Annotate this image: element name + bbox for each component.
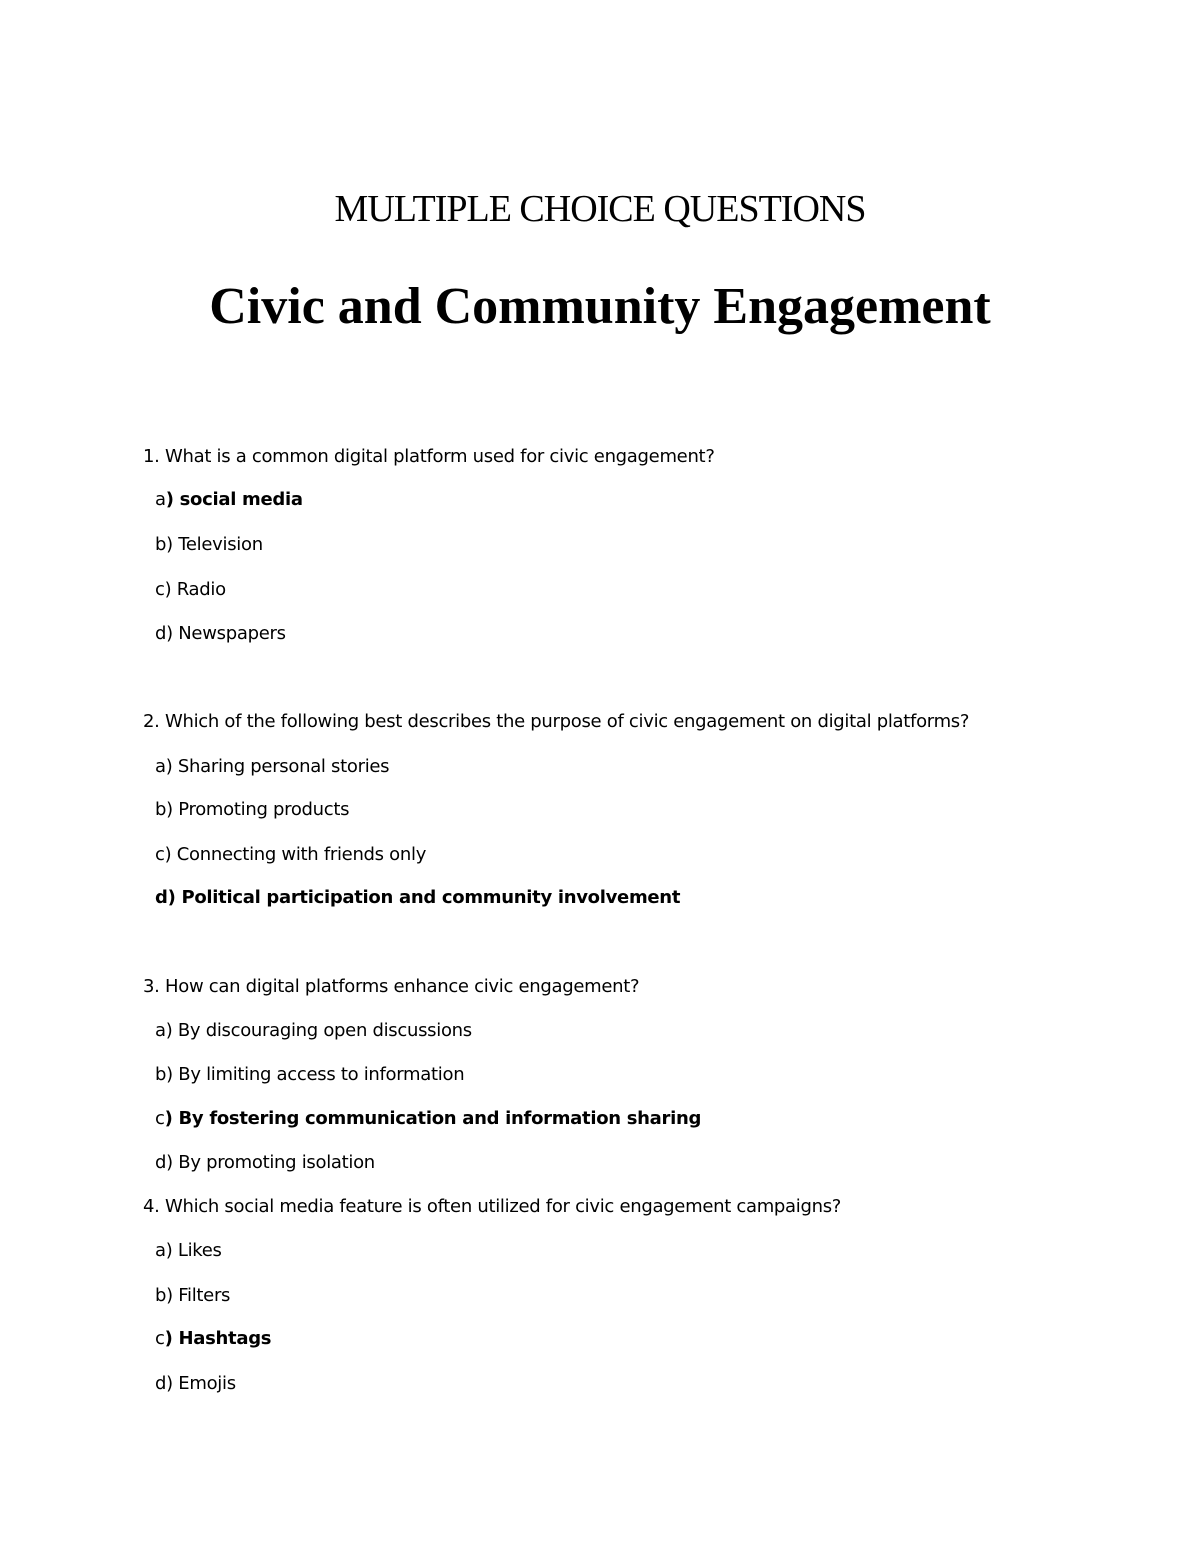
question-1-option-b: b) Television [155, 534, 263, 555]
question-4-option-c [155, 1327, 271, 1351]
question-1-option-c: c) Radio [155, 579, 226, 600]
question-2-option-a: a) Sharing personal stories [155, 756, 390, 777]
question-3-option-c [155, 1107, 701, 1131]
correct-answer: ) By fostering communication and information sharing [164, 1108, 702, 1129]
document-subtitle: Civic and Community Engagement [209, 278, 991, 335]
question-4: 4. Which social media feature is often utilized for civic engagement campaigns? [143, 1196, 842, 1217]
question-1-option-d: d) Newspapers [155, 623, 286, 644]
question-2-option-b: b) Promoting products [155, 799, 350, 820]
question-4-option-a: a) Likes [155, 1240, 222, 1261]
correct-answer: ) social media [165, 489, 303, 510]
option-prefix: c [155, 1328, 165, 1349]
question-3-option-a: a) By discouraging open discussions [155, 1020, 472, 1041]
question-2-option-c: c) Connecting with friends only [155, 844, 427, 865]
option-prefix: c [155, 1108, 165, 1129]
option-prefix: a [155, 489, 166, 510]
question-3: 3. How can digital platforms enhance civic engagement? [143, 976, 640, 997]
question-3-option-b: b) By limiting access to information [155, 1064, 465, 1085]
question-1-option-a [155, 488, 303, 512]
correct-answer: ) Hashtags [164, 1328, 272, 1349]
question-2: 2. Which of the following best describes the purpose of civic engagement on digital platforms? [143, 711, 970, 732]
question-3-option-d: d) By promoting isolation [155, 1152, 375, 1173]
question-4-option-d: d) Emojis [155, 1373, 236, 1394]
question-1: 1. What is a common digital platform used for civic engagement? [143, 446, 715, 467]
question-2-option-d: d) Political participation and community involvement [155, 887, 681, 908]
question-4-option-b: b) Filters [155, 1285, 231, 1306]
document-title: MULTIPLE CHOICE QUESTIONS [334, 188, 866, 230]
